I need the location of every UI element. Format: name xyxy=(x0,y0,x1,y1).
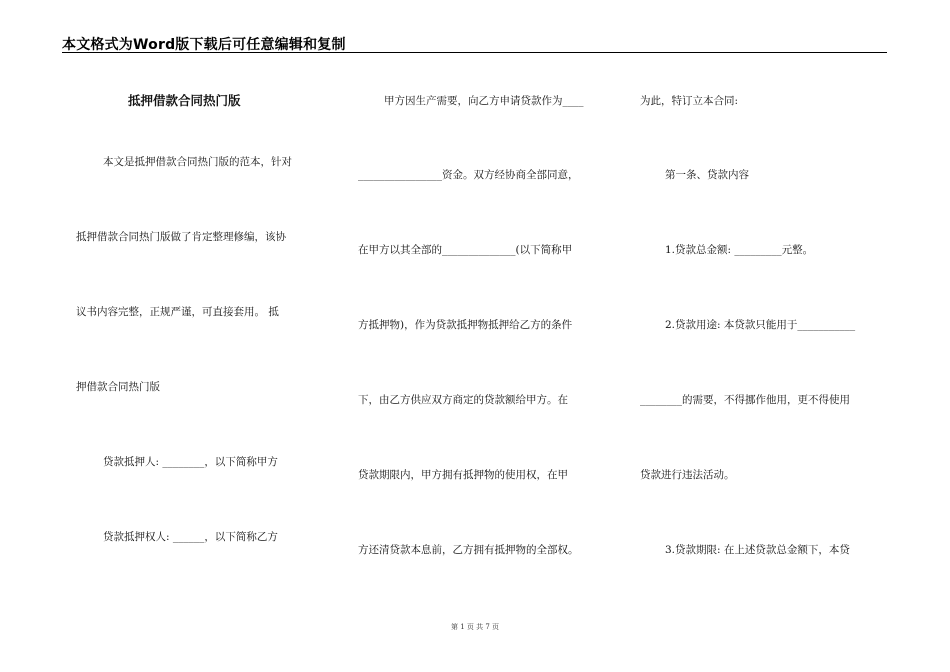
paragraph-line: 贷款期限内，甲方拥有抵押物的使用权，在甲 xyxy=(358,469,568,481)
page-header-title: 本文格式为Word版下载后可任意编辑和复制 xyxy=(62,37,346,53)
paragraph-line: 贷款抵押权人: ______，以下简称乙方 xyxy=(103,531,278,543)
paragraph-line: ________________资金。双方经协商全部同意， xyxy=(358,169,579,181)
paragraph-line: 3.贷款期限: 在上述贷款总金额下，本贷 xyxy=(665,544,850,556)
paragraph-line: 为此，特订立本合同: xyxy=(640,95,739,107)
paragraph-line: 押借款合同热门版 xyxy=(76,381,160,393)
paragraph-line: 贷款进行违法活动。 xyxy=(640,469,735,481)
document-title: 抵押借款合同热门版 xyxy=(128,93,241,108)
paragraph-line: 甲方因生产需要，向乙方申请贷款作为____ xyxy=(384,95,584,107)
paragraph-line: 方还清贷款本息前，乙方拥有抵押物的全部权。 xyxy=(358,544,579,556)
paragraph-line: 方抵押物)，作为贷款抵押物抵押给乙方的条件 xyxy=(358,319,573,331)
paragraph-line: 在甲方以其全部的______________(以下简称甲 xyxy=(358,244,573,256)
paragraph-line: 2.贷款用途: 本贷款只能用于___________ xyxy=(665,319,856,331)
paragraph-line: ________的需要，不得挪作他用，更不得使用 xyxy=(640,394,850,406)
section-heading: 第一条、贷款内容 xyxy=(665,169,749,181)
paragraph-line: 本文是抵押借款合同热门版的范本，针对 xyxy=(103,156,292,168)
paragraph-line: 抵押借款合同热门版做了肯定整理修编，该协 xyxy=(76,231,286,243)
paragraph-line: 贷款抵押人: ________，以下简称甲方 xyxy=(103,456,278,468)
page-number: 第 1 页 共 7 页 xyxy=(450,623,500,631)
paragraph-line: 议书内容完整，正规严谨，可直接套用。 抵 xyxy=(76,306,279,318)
paragraph-line: 下，由乙方供应双方商定的贷款额给甲方。在 xyxy=(358,394,568,406)
paragraph-line: 1.贷款总金额: _________元整。 xyxy=(665,244,814,256)
header-rule xyxy=(62,52,887,53)
